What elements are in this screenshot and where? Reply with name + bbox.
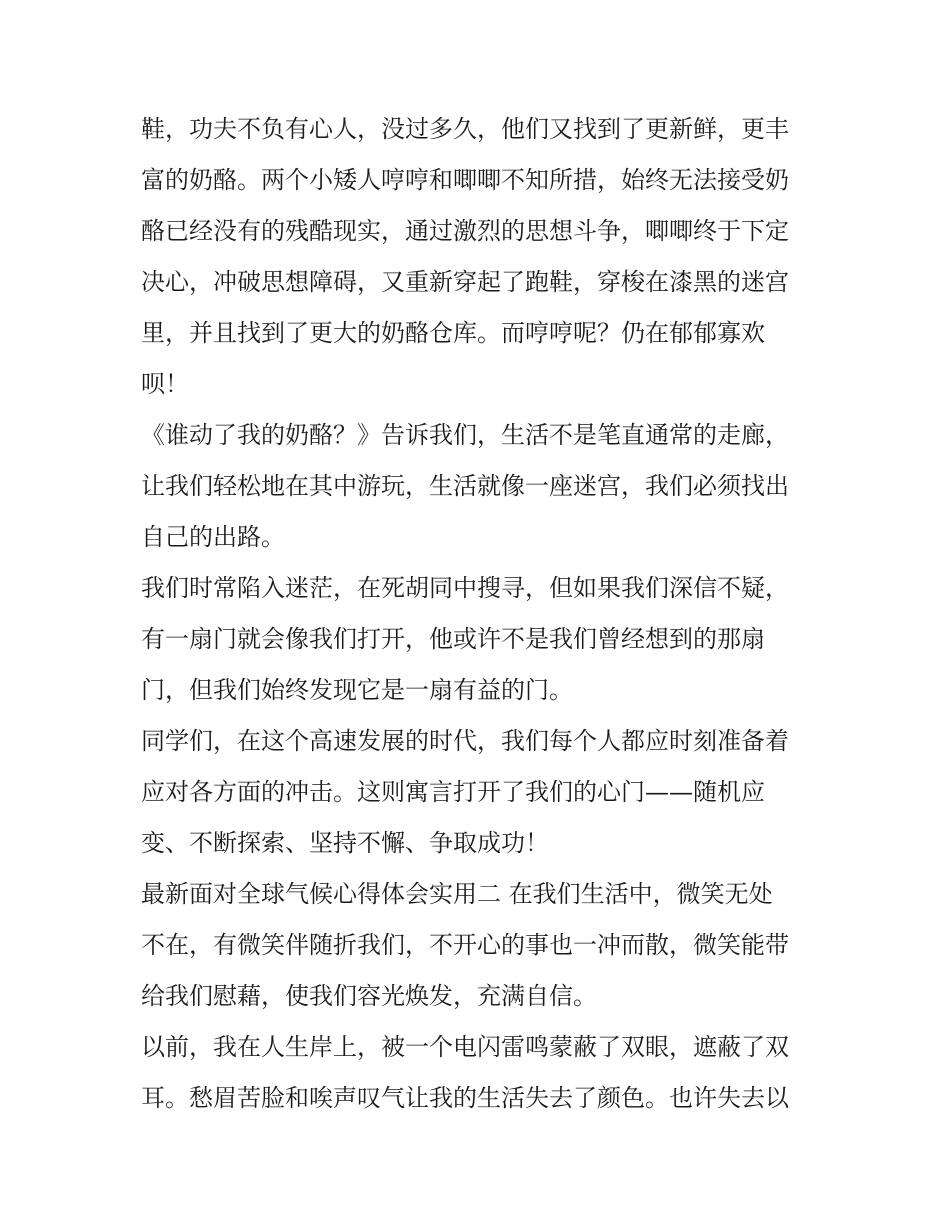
text-line: 不在，有微笑伴随折我们，不开心的事也一冲而散，微笑能带: [141, 931, 789, 959]
text-line: 酪已经没有的残酷现实，通过激烈的思想斗争，唧唧终于下定: [141, 217, 789, 245]
text-line: 《谁动了我的奶酪？》告诉我们，生活不是笔直通常的走廊，: [141, 421, 789, 449]
text-line: 有一扇门就会像我们打开，他或许不是我们曾经想到的那扇: [141, 625, 765, 653]
text-line: 里，并且找到了更大的奶酪仓库。而哼哼呢？仍在郁郁寡欢: [141, 319, 765, 347]
text-line: 以前，我在人生岸上，被一个电闪雷鸣蒙蔽了双眼，遮蔽了双: [141, 1033, 789, 1061]
text-line: 给我们慰藉，使我们容光焕发，充满自信。: [141, 982, 597, 1010]
text-line: 决心，冲破思想障碍，又重新穿起了跑鞋，穿梭在漆黑的迷宫: [141, 268, 789, 296]
text-line: 自己的出路。: [141, 523, 285, 551]
text-line: 让我们轻松地在其中游玩，生活就像一座迷宫，我们必须找出: [141, 472, 789, 500]
text-line: 门，但我们始终发现它是一扇有益的门。: [141, 676, 573, 704]
text-line: 同学们，在这个高速发展的时代，我们每个人都应时刻准备着: [141, 727, 789, 755]
text-line: 富的奶酪。两个小矮人哼哼和唧唧不知所措，始终无法接受奶: [141, 166, 789, 194]
text-line: 鞋，功夫不负有心人，没过多久，他们又找到了更新鲜，更丰: [141, 115, 789, 143]
text-line: 最新面对全球气候心得体会实用二 在我们生活中，微笑无处: [141, 880, 773, 908]
text-line: 耳。愁眉苦脸和唉声叹气让我的生活失去了颜色。也许失去以: [141, 1084, 789, 1112]
text-line: 变、不断探索、坚持不懈、争取成功！: [141, 829, 549, 857]
text-line: 呗！: [141, 370, 189, 398]
text-line: 我们时常陷入迷茫，在死胡同中搜寻，但如果我们深信不疑，: [141, 574, 789, 602]
text-line: 应对各方面的冲击。这则寓言打开了我们的心门——随机应: [141, 778, 765, 806]
document-body: [141, 104, 813, 1124]
